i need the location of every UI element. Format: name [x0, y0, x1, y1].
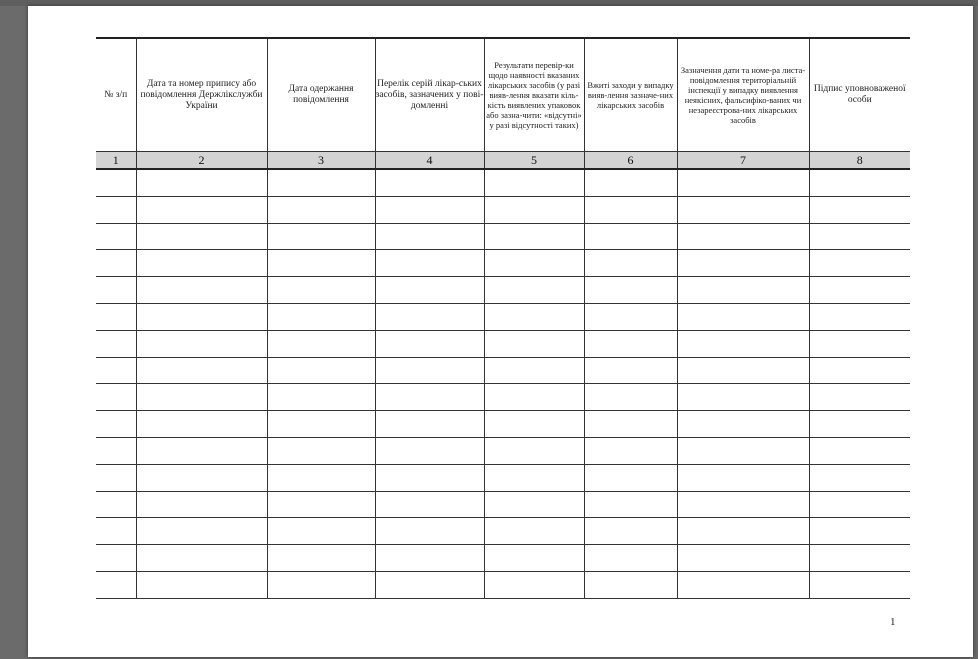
table-cell — [375, 250, 484, 277]
table-cell — [267, 545, 375, 572]
table-cell — [677, 384, 809, 411]
table-cell — [96, 411, 136, 438]
table-row — [96, 303, 910, 330]
table-cell — [375, 571, 484, 598]
table-cell — [809, 384, 910, 411]
table-cell — [484, 384, 584, 411]
table-cell — [267, 303, 375, 330]
table-body — [96, 169, 910, 598]
table-cell — [809, 277, 910, 304]
table-cell — [375, 196, 484, 223]
table-cell — [96, 250, 136, 277]
table-cell — [375, 330, 484, 357]
column-number: 2 — [136, 152, 267, 170]
table-row — [96, 411, 910, 438]
table-cell — [809, 491, 910, 518]
header-cell-order-date: Дата та номер припису або повідомлення Держлікслужби України — [136, 38, 267, 152]
table-cell — [136, 545, 267, 572]
table-cell — [267, 518, 375, 545]
table-row — [96, 491, 910, 518]
table-row — [96, 223, 910, 250]
page-number: 1 — [890, 616, 896, 628]
column-number: 3 — [267, 152, 375, 170]
table-cell — [267, 169, 375, 196]
table-cell — [136, 437, 267, 464]
table-cell — [96, 357, 136, 384]
table-cell — [96, 303, 136, 330]
table-cell — [96, 277, 136, 304]
table-row — [96, 384, 910, 411]
table-cell — [375, 303, 484, 330]
table-row — [96, 464, 910, 491]
table-cell — [96, 491, 136, 518]
table-cell — [96, 223, 136, 250]
table-cell — [267, 571, 375, 598]
table-row — [96, 250, 910, 277]
table-cell — [809, 411, 910, 438]
table-cell — [484, 491, 584, 518]
table-cell — [584, 437, 677, 464]
table-cell — [375, 357, 484, 384]
table-cell — [484, 411, 584, 438]
table-cell — [677, 196, 809, 223]
table-cell — [267, 196, 375, 223]
table-cell — [96, 330, 136, 357]
table-cell — [677, 411, 809, 438]
table-cell — [484, 545, 584, 572]
header-cell-check-results: Результати перевір-ки щодо наявності вказаних лікарських засобів (у разі вияв-лення вказати кіль-кість виявлених упаковок або зазна-чити: «відсутні» у разі відсутності таких) — [484, 38, 584, 152]
table-cell — [484, 250, 584, 277]
table-cell — [267, 330, 375, 357]
table-cell — [809, 169, 910, 196]
table-cell — [484, 518, 584, 545]
table-cell — [809, 437, 910, 464]
table-cell — [484, 330, 584, 357]
table-cell — [375, 437, 484, 464]
table-cell — [484, 169, 584, 196]
table-cell — [809, 250, 910, 277]
table-cell — [677, 545, 809, 572]
table-cell — [267, 411, 375, 438]
table-row — [96, 437, 910, 464]
register-table — [96, 37, 910, 599]
table-cell — [484, 223, 584, 250]
table-cell — [267, 250, 375, 277]
table-cell — [96, 518, 136, 545]
table-cell — [584, 250, 677, 277]
table-cell — [375, 491, 484, 518]
table-cell — [677, 491, 809, 518]
table-cell — [484, 437, 584, 464]
column-number-row — [96, 152, 910, 170]
table-cell — [584, 303, 677, 330]
header-cell-letter-date: Зазначення дати та номе-ра листа-повідомлення територіальній інспекції у випадку виявлення неякісних, фальсифіко-ваних чи незареєстрова-них лікарських засобів — [677, 38, 809, 152]
table-cell — [809, 330, 910, 357]
table-row — [96, 545, 910, 572]
table-cell — [677, 330, 809, 357]
table-cell — [584, 357, 677, 384]
table-cell — [96, 384, 136, 411]
table-cell — [96, 464, 136, 491]
table-cell — [375, 411, 484, 438]
table-cell — [136, 384, 267, 411]
table-cell — [584, 411, 677, 438]
table-cell — [96, 437, 136, 464]
table-cell — [375, 545, 484, 572]
table-cell — [809, 571, 910, 598]
table-cell — [136, 169, 267, 196]
table-cell — [809, 303, 910, 330]
table-cell — [136, 518, 267, 545]
table-cell — [809, 196, 910, 223]
table-cell — [677, 437, 809, 464]
header-row — [96, 38, 910, 152]
table-cell — [677, 464, 809, 491]
table-cell — [267, 437, 375, 464]
table-cell — [136, 223, 267, 250]
table-row — [96, 330, 910, 357]
table-cell — [677, 169, 809, 196]
table-row — [96, 169, 910, 196]
table-cell — [136, 330, 267, 357]
table-cell — [677, 357, 809, 384]
table-cell — [677, 250, 809, 277]
table-cell — [96, 196, 136, 223]
table-cell — [375, 384, 484, 411]
table-cell — [375, 518, 484, 545]
table-cell — [584, 571, 677, 598]
table-cell — [136, 491, 267, 518]
header-cell-measures-taken: Вжиті заходи у випадку вияв-лення зазначе-них лікарських засобів — [584, 38, 677, 152]
table-cell — [484, 357, 584, 384]
table-cell — [136, 411, 267, 438]
table-cell — [584, 384, 677, 411]
table-cell — [809, 357, 910, 384]
table-cell — [484, 196, 584, 223]
table-cell — [136, 277, 267, 304]
table-cell — [484, 277, 584, 304]
table-cell — [267, 464, 375, 491]
table-cell — [809, 464, 910, 491]
table-cell — [584, 464, 677, 491]
table-cell — [677, 303, 809, 330]
table-cell — [677, 223, 809, 250]
table-cell — [136, 357, 267, 384]
table-cell — [267, 223, 375, 250]
table-row — [96, 571, 910, 598]
table-cell — [96, 169, 136, 196]
table-cell — [267, 384, 375, 411]
table-cell — [375, 169, 484, 196]
header-cell-series-list: Перелік серій лікар-ських засобів, зазначених у пові-домленні — [375, 38, 484, 152]
table-cell — [677, 518, 809, 545]
table-row — [96, 357, 910, 384]
table-cell — [484, 464, 584, 491]
table-cell — [96, 545, 136, 572]
table-cell — [584, 491, 677, 518]
table-cell — [677, 277, 809, 304]
table-cell — [584, 545, 677, 572]
table-cell — [267, 491, 375, 518]
column-number: 4 — [375, 152, 484, 170]
column-number: 1 — [96, 152, 136, 170]
table-cell — [584, 196, 677, 223]
table-cell — [584, 277, 677, 304]
table-row — [96, 196, 910, 223]
header-cell-signature: Підпис уповноваженої особи — [809, 38, 910, 152]
table-cell — [136, 303, 267, 330]
table-cell — [136, 464, 267, 491]
table-cell — [677, 571, 809, 598]
table-cell — [136, 250, 267, 277]
table-cell — [809, 223, 910, 250]
table-row — [96, 518, 910, 545]
table-cell — [375, 464, 484, 491]
column-number: 7 — [677, 152, 809, 170]
table-cell — [267, 277, 375, 304]
column-number: 8 — [809, 152, 910, 170]
table-cell — [375, 223, 484, 250]
table-cell — [584, 330, 677, 357]
header-cell-number: № з/п — [96, 38, 136, 152]
column-number: 6 — [584, 152, 677, 170]
table-cell — [136, 196, 267, 223]
table-cell — [809, 518, 910, 545]
table-cell — [96, 571, 136, 598]
document-page — [28, 6, 973, 657]
column-number: 5 — [484, 152, 584, 170]
table-cell — [584, 223, 677, 250]
table-cell — [267, 357, 375, 384]
table-cell — [809, 545, 910, 572]
table-cell — [584, 169, 677, 196]
table-cell — [484, 571, 584, 598]
table-cell — [375, 277, 484, 304]
header-cell-receipt-date: Дата одержання повідомлення — [267, 38, 375, 152]
table-cell — [584, 518, 677, 545]
table-cell — [484, 303, 584, 330]
table-row — [96, 277, 910, 304]
table-cell — [136, 571, 267, 598]
